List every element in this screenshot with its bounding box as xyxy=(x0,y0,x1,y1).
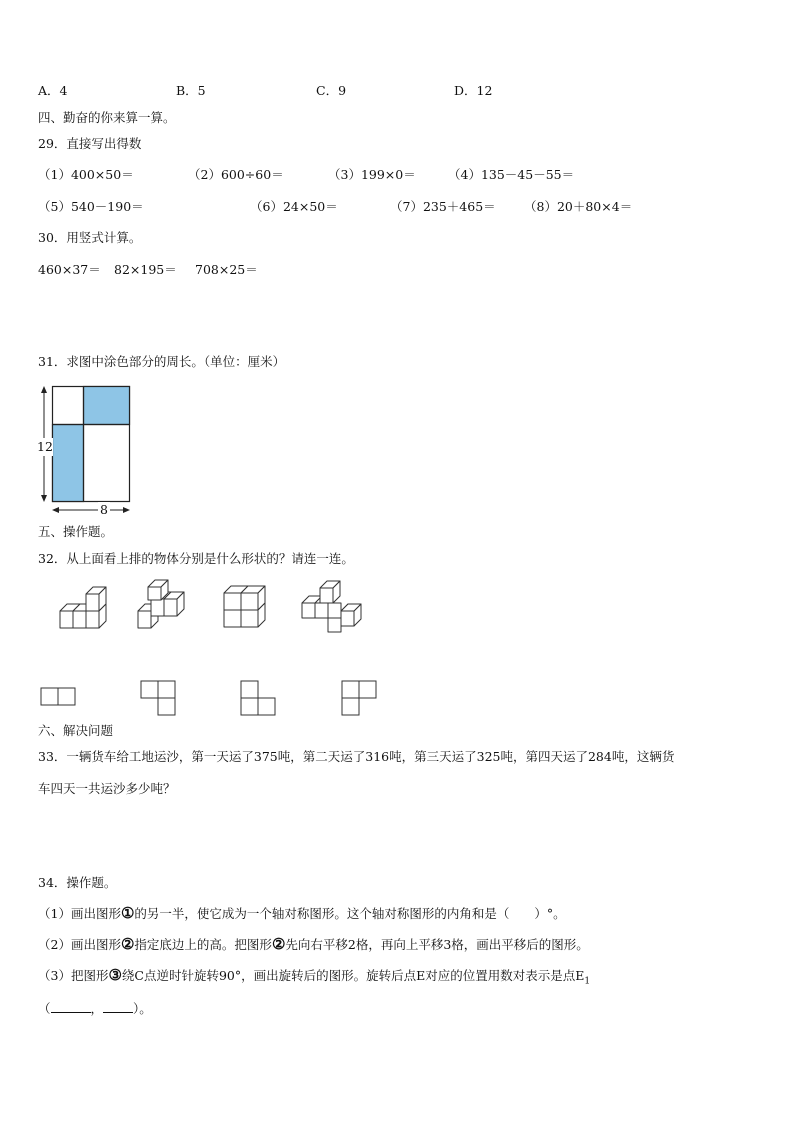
q34-part-2: （2）画出图形②指定底边上的高。把图形②先向右平移2格，再向上平移3格，画出平移后的图形。 xyxy=(38,935,589,953)
option-c: C．9 xyxy=(316,83,347,98)
q31-title: 31．求图中涂色部分的周长。（单位：厘米） xyxy=(38,354,286,369)
object-3 xyxy=(224,586,265,627)
q33-line-1: 33．一辆货车给工地运沙，第一天运了375吨，第二天运了316吨，第三天运了325吨，第四天运了284吨，这辆货 xyxy=(38,749,675,764)
q32-top-views-row xyxy=(38,676,398,716)
option-b: B．5 xyxy=(176,83,206,98)
q29-item-8: （8）20＋80×4＝ xyxy=(524,199,633,214)
q32-objects-row xyxy=(40,575,380,635)
height-label: 12 xyxy=(37,439,53,454)
q30-item-2: 82×195＝ xyxy=(114,262,177,277)
figure-2-symbol-b: ② xyxy=(271,935,286,953)
q29-item-4: （4）135－45－55＝ xyxy=(448,167,575,182)
q30-item-1: 460×37＝ xyxy=(38,262,101,277)
answer-blank-x[interactable] xyxy=(51,1000,91,1013)
object-4 xyxy=(302,581,361,632)
section6-heading: 六、解决问题 xyxy=(38,723,114,738)
q29-item-2: （2）600÷60＝ xyxy=(188,167,284,182)
figure-2-symbol: ② xyxy=(120,935,135,953)
figure-3-symbol: ③ xyxy=(108,966,122,984)
object-1 xyxy=(60,587,106,628)
top-view-3 xyxy=(241,681,275,715)
q29-title: 29．直接写出得数 xyxy=(38,136,142,151)
q34-part-3: （3）把图形③绕C点逆时针旋转90°，画出旋转后的图形。旋转后点E对应的位置用数对表示是点$E_1$ xyxy=(38,966,591,987)
q34-title: 34．操作题。 xyxy=(38,875,117,890)
option-a: A．4 xyxy=(38,83,68,98)
q29-item-3: （3）199×0＝ xyxy=(328,167,416,182)
q29-item-5: （5）540－190＝ xyxy=(38,199,144,214)
q29-item-7: （7）235＋465＝ xyxy=(390,199,496,214)
top-view-2 xyxy=(141,681,175,715)
q30-item-3: 708×25＝ xyxy=(195,262,258,277)
figure-1-symbol: ① xyxy=(120,904,135,922)
top-view-1 xyxy=(41,688,75,705)
q30-title: 30．用竖式计算。 xyxy=(38,230,142,245)
section4-heading: 四、勤奋的你来算一算。 xyxy=(38,110,176,125)
top-view-4 xyxy=(342,681,376,715)
section5-heading: 五、操作题。 xyxy=(38,524,114,539)
q33-line-2: 车四天一共运沙多少吨？ xyxy=(38,781,176,796)
q29-item-6: （6）24×50＝ xyxy=(250,199,338,214)
answer-blank-y[interactable] xyxy=(103,1000,133,1013)
shaded-bottom-left xyxy=(53,425,84,502)
q29-item-1: （1）400×50＝ xyxy=(38,167,134,182)
perimeter-figure xyxy=(34,380,184,520)
q34-part-1: （1）画出图形①的另一半，使它成为一个轴对称图形。这个轴对称图形的内角和是（ ）°。 xyxy=(38,904,566,922)
q34-answer-blanks: （ ， ）。 xyxy=(38,1001,152,1016)
object-2 xyxy=(138,580,184,628)
q32-title: 32．从上面看上排的物体分别是什么形状的？请连一连。 xyxy=(38,551,354,566)
width-label: 8 xyxy=(100,502,108,517)
shaded-top-right xyxy=(84,387,130,425)
e1-subscript: 1 xyxy=(584,976,591,987)
option-d: D．12 xyxy=(454,83,493,98)
